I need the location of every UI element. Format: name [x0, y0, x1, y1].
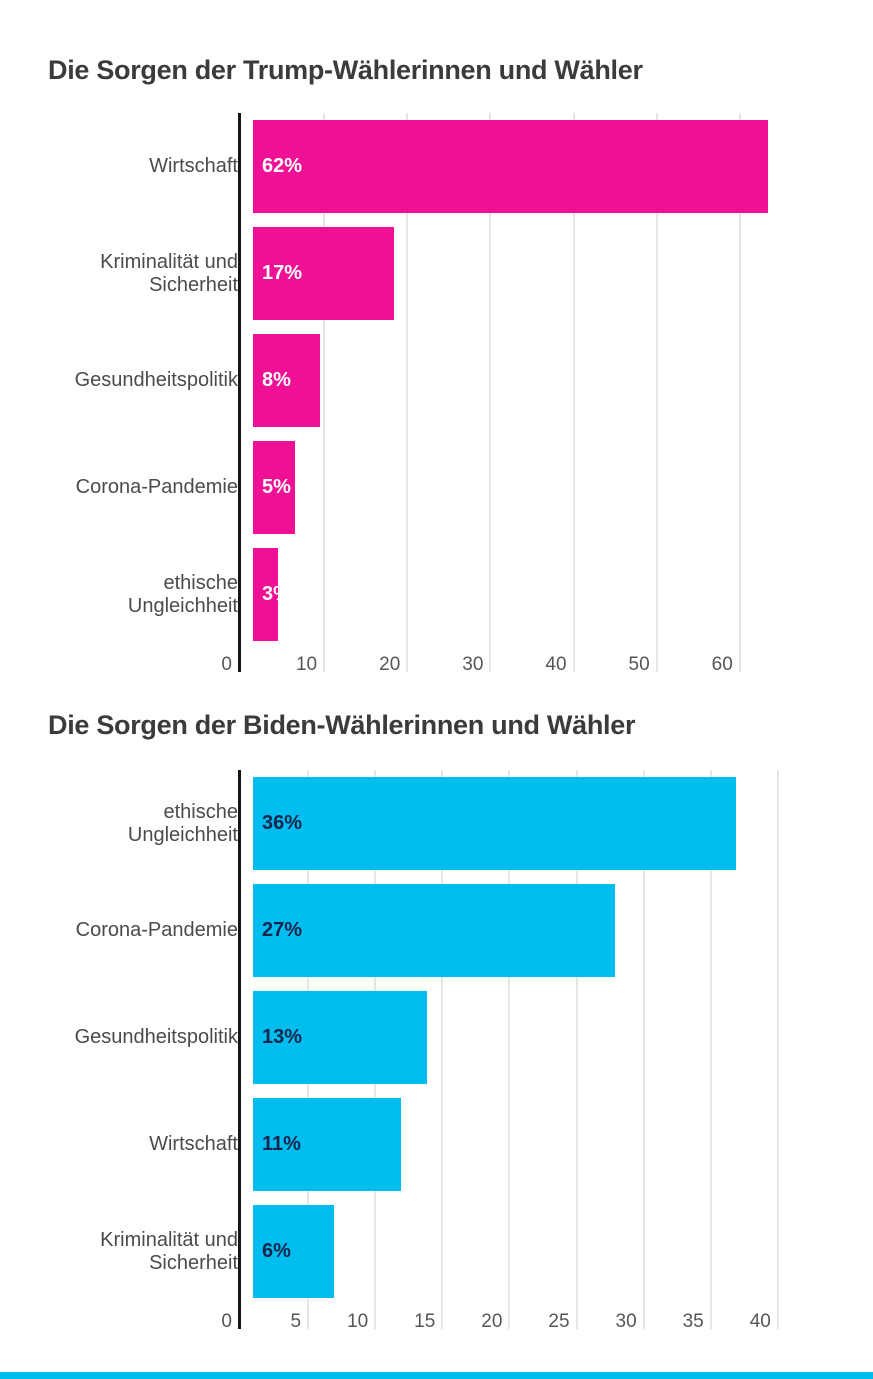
x-tick-label: 10: [295, 654, 318, 675]
x-tick-label: 50: [628, 654, 650, 675]
bar-row: [48, 1198, 810, 1305]
bar-rows: [48, 113, 810, 648]
bar-track: [253, 1205, 810, 1298]
category-label: Wirtschaft: [149, 1133, 238, 1155]
x-tick-label: 30: [462, 654, 484, 675]
category-label: Kriminalität und Sicherheit: [100, 1228, 238, 1274]
x-tick-label: 5: [290, 1311, 302, 1332]
y-axis-line: [238, 770, 241, 1329]
x-tick-label: 60: [711, 654, 733, 675]
bar: [253, 441, 295, 534]
bar: [253, 334, 320, 427]
bar-track: [253, 120, 810, 213]
x-tick-label: 15: [414, 1311, 436, 1332]
category-label: Gesundheitspolitik: [74, 1026, 238, 1048]
bar-row: [48, 220, 810, 327]
category-label: Gesundheitspolitik: [74, 369, 238, 391]
x-tick-label: 10: [347, 1311, 369, 1332]
chart-title: Die Sorgen der Trump-Wählerinnen und Wähler: [48, 55, 643, 85]
bar-track: [253, 1098, 810, 1191]
bar-row: [48, 434, 810, 541]
bar-track: [253, 777, 810, 870]
value-label: 3%: [262, 583, 291, 605]
bar: [253, 1098, 401, 1191]
bar-track: [253, 334, 810, 427]
value-label: 8%: [262, 369, 291, 391]
bar: [253, 1205, 334, 1298]
bar-row: [48, 327, 810, 434]
bar: [253, 227, 394, 320]
value-label: 6%: [262, 1240, 291, 1262]
bar: [253, 884, 615, 977]
y-axis-line: [238, 113, 241, 672]
value-label: 11%: [262, 1133, 301, 1155]
bar-track: [253, 548, 810, 641]
category-label: ethische Ungleichheit: [127, 800, 238, 846]
category-label: ethische Ungleichheit: [127, 571, 238, 617]
bar-track: [253, 227, 810, 320]
bar-rows: [48, 770, 810, 1305]
x-tick-label: 40: [545, 654, 567, 675]
x-tick-label: 20: [481, 1311, 503, 1332]
bar-row: [48, 1091, 810, 1198]
value-label: 13%: [262, 1026, 303, 1048]
value-label: 36%: [262, 812, 303, 834]
x-tick-label: 40: [749, 1311, 771, 1332]
x-tick-label: 35: [682, 1311, 704, 1332]
chart-title: Die Sorgen der Biden-Wählerinnen und Wähler: [48, 710, 636, 740]
x-tick-label: 25: [548, 1311, 570, 1332]
category-label: Corona-Pandemie: [75, 476, 238, 498]
value-label: 17%: [262, 262, 303, 284]
x-tick-label: 30: [615, 1311, 637, 1332]
footer-accent-stripe: [0, 1372, 873, 1379]
bar: [253, 777, 736, 870]
bar-track: [253, 884, 810, 977]
category-label: Corona-Pandemie: [75, 919, 238, 941]
bar-track: [253, 441, 810, 534]
bar-row: [48, 877, 810, 984]
bar-row: [48, 770, 810, 877]
bar: [253, 991, 427, 1084]
value-label: 27%: [262, 919, 303, 941]
bar-row: [48, 984, 810, 1091]
value-label: 62%: [262, 155, 303, 177]
bar: [253, 120, 768, 213]
x-tick-label: 0: [221, 654, 232, 675]
category-label: Kriminalität und Sicherheit: [100, 250, 238, 296]
bar-row: [48, 541, 810, 648]
bar-row: [48, 113, 810, 220]
plot-area: [48, 113, 810, 675]
bar: [253, 548, 291, 641]
category-label: Wirtschaft: [149, 155, 238, 177]
value-label: 5%: [262, 476, 291, 498]
plot-area: [48, 770, 810, 1332]
bar-track: [253, 991, 810, 1084]
x-tick-label: 20: [379, 654, 401, 675]
x-tick-label: 0: [221, 1311, 232, 1332]
